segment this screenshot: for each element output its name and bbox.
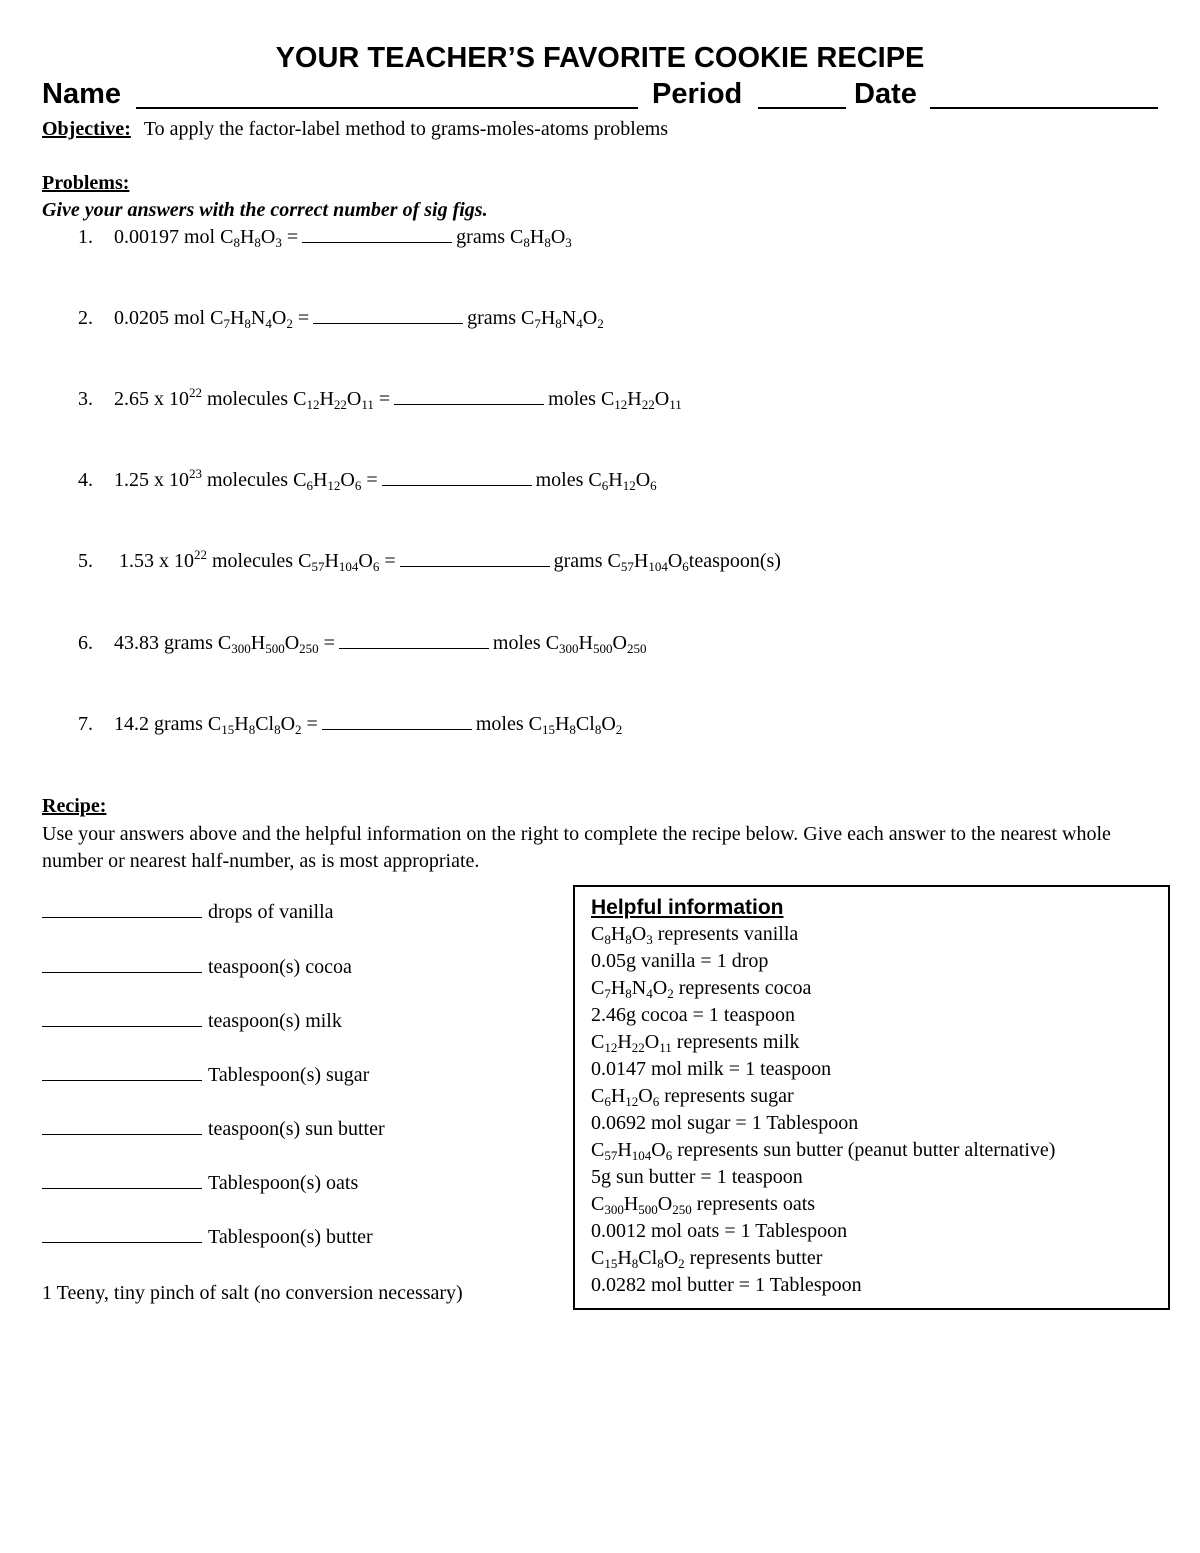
formula-butter: $C_{15}H_8Cl_8O_2$	[528, 713, 623, 737]
info-sun-butter-conversion: 5g sun butter = 1 teaspoon	[591, 1166, 803, 1188]
objective	[42, 118, 668, 141]
info-milk-conversion: 0.0147 mol milk = 1 teaspoon	[591, 1058, 832, 1080]
name-label: Name	[42, 78, 121, 110]
formula-butter: $C_{15}H_8Cl_8O_2$	[207, 713, 302, 737]
answer-blank-2[interactable]	[313, 309, 463, 324]
ingredient-blank[interactable]	[42, 1120, 202, 1135]
formula-sun-butter: $C_{57}H_{104}O_6$	[298, 550, 380, 574]
formula-oats: $C_{300}H_{500}O_{250}$	[545, 632, 647, 656]
formula-vanilla: $C_8H_8O_3$	[510, 226, 572, 250]
ingredient-blank[interactable]	[42, 1066, 202, 1081]
ingredient-blank[interactable]	[42, 1228, 202, 1243]
ingredient-sugar: Tablespoon(s) sugar	[42, 1064, 369, 1087]
formula-sugar: $C_6H_{12}O_6$	[588, 469, 657, 493]
date-label: Date	[854, 78, 917, 110]
helpful-information-title: Helpful information	[591, 896, 784, 919]
answer-blank-1[interactable]	[302, 228, 452, 243]
problem-7: 7. 14.2 grams $C_{15}H_8Cl_8O_2$ = moles $C_{15}H_8Cl_8O_2$	[78, 713, 623, 737]
student-info-line	[42, 78, 1158, 118]
ingredient-milk: teaspoon(s) milk	[42, 1010, 342, 1033]
info-butter-conversion: 0.0282 mol butter = 1 Tablespoon	[591, 1274, 862, 1296]
period-blank[interactable]	[758, 107, 846, 109]
info-sun-butter-formula: $C_{57}H_{104}O_6$ represents sun butter (peanut butter alternative)	[591, 1139, 1056, 1163]
ingredient-salt: 1 Teeny, tiny pinch of salt (no conversion necessary)	[42, 1282, 463, 1304]
problems-instructions: Give your answers with the correct number of sig figs.	[42, 199, 488, 221]
ingredient-vanilla: drops of vanilla	[42, 901, 334, 924]
name-blank[interactable]	[136, 107, 638, 109]
info-cocoa-conversion: 2.46g cocoa = 1 teaspoon	[591, 1004, 796, 1026]
problem-1: 1. 0.00197 mol $C_8H_8O_3$ = grams $C_8H_8O_3$	[78, 226, 572, 250]
period-label: Period	[652, 78, 743, 110]
info-sugar-formula: $C_6H_{12}O_6$ represents sugar	[591, 1085, 794, 1109]
formula-sun-butter: $C_{57}H_{104}O_6$	[607, 550, 689, 574]
problem-5: 5. 1.53 x $10^{22}$ molecules $C_{57}H_{104}O_6$ = grams $C_{57}H_{104}O_6teaspoon(s)$	[78, 547, 781, 574]
objective-label: Objective:	[42, 118, 131, 140]
ingredient-blank[interactable]	[42, 958, 202, 973]
problem-3: 3. 2.65 x $10^{22}$ molecules $C_{12}H_{22}O_{11}$ = moles $C_{12}H_{22}O_{11}$	[78, 385, 682, 412]
formula-vanilla: $C_8H_8O_3$	[220, 226, 282, 250]
info-oats-formula: $C_{300}H_{500}O_{250}$ represents oats	[591, 1193, 816, 1217]
ingredient-blank[interactable]	[42, 1174, 202, 1189]
info-vanilla-conversion: 0.05g vanilla = 1 drop	[591, 950, 769, 972]
recipe-heading: Recipe:	[42, 795, 107, 817]
ingredient-blank[interactable]	[42, 903, 202, 918]
ingredient-sun-butter: teaspoon(s) sun butter	[42, 1118, 385, 1141]
page-title: YOUR TEACHER’S FAVORITE COOKIE RECIPE	[275, 42, 925, 74]
problem-6: 6. 43.83 grams $C_{300}H_{500}O_{250}$ = moles $C_{300}H_{500}O_{250}$	[78, 632, 647, 656]
date-blank[interactable]	[930, 107, 1158, 109]
info-butter-formula: $C_{15}H_8Cl_8O_2$ represents butter	[591, 1247, 823, 1271]
ingredient-cocoa: teaspoon(s) cocoa	[42, 956, 352, 979]
answer-blank-3[interactable]	[394, 390, 544, 405]
answer-blank-4[interactable]	[382, 471, 532, 486]
formula-cocoa: $C_7H_8N_4O_2$	[210, 307, 293, 331]
info-oats-conversion: 0.0012 mol oats = 1 Tablespoon	[591, 1220, 848, 1242]
formula-milk: $C_{12}H_{22}O_{11}$	[600, 388, 682, 412]
objective-text: To apply the factor-label method to grams-moles-atoms problems	[143, 118, 669, 140]
info-cocoa-formula: $C_7H_8N_4O_2$ represents cocoa	[591, 977, 812, 1001]
formula-milk: $C_{12}H_{22}O_{11}$	[293, 388, 374, 412]
info-sugar-conversion: 0.0692 mol sugar = 1 Tablespoon	[591, 1112, 859, 1134]
ingredient-blank[interactable]	[42, 1012, 202, 1027]
info-vanilla-formula: $C_8H_8O_3$ represents vanilla	[591, 923, 799, 947]
answer-blank-7[interactable]	[322, 715, 472, 730]
problem-4: 4. 1.25 x $10^{23}$ molecules $C_6H_{12}O_6$ = moles $C_6H_{12}O_6$	[78, 466, 657, 493]
problems-heading: Problems:	[42, 172, 130, 194]
helpful-information-box	[573, 885, 1170, 1310]
formula-oats: $C_{300}H_{500}O_{250}$	[217, 632, 319, 656]
problem-2: 2. 0.0205 mol $C_7H_8N_4O_2$ = grams $C_7H_8N_4O_2$	[78, 307, 604, 331]
ingredient-oats: Tablespoon(s) oats	[42, 1172, 358, 1195]
recipe-instructions: Use your answers above and the helpful information on the right to complete the recipe below. Give each answer to the nearest whole number or nearest half-number, as is most appropriate.	[42, 823, 1111, 872]
formula-sugar: $C_6H_{12}O_6$	[293, 469, 362, 493]
answer-blank-6[interactable]	[339, 634, 489, 649]
ingredient-butter: Tablespoon(s) butter	[42, 1226, 373, 1249]
formula-cocoa: $C_7H_8N_4O_2$	[521, 307, 604, 331]
info-milk-formula: $C_{12}H_{22}O_{11}$ represents milk	[591, 1031, 800, 1055]
answer-blank-5[interactable]	[400, 552, 550, 567]
